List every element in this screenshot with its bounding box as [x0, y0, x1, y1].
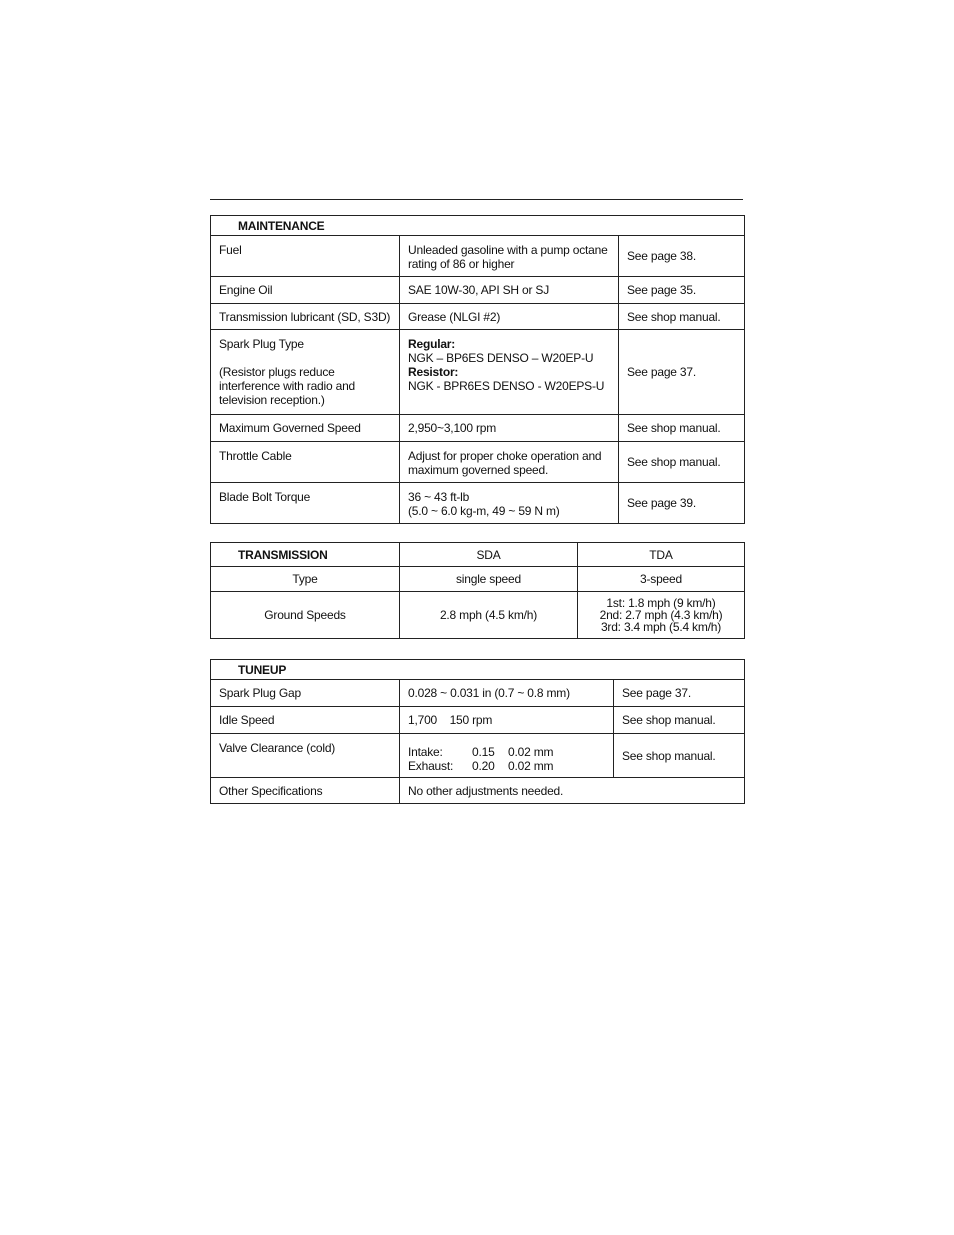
spark-plug-spec-cell	[400, 330, 619, 415]
transmission-header-row	[211, 543, 745, 567]
maintenance-title: MAINTENANCE	[211, 216, 745, 236]
table-row	[211, 778, 745, 804]
row-label: Fuel	[211, 236, 400, 277]
row-label: Engine Oil	[211, 277, 400, 304]
ground-speeds-tda-cell	[578, 592, 745, 639]
transmission-table	[210, 542, 745, 639]
row-ref: See shop manual.	[614, 707, 745, 734]
row-label: Valve Clearance (cold)	[211, 734, 400, 778]
row-label: Other Specifications	[211, 778, 400, 804]
row-label: Spark Plug Gap	[211, 680, 400, 707]
row-label: Idle Speed	[211, 707, 400, 734]
regular-spec: NGK – BP6ES DENSO – W20EP-U	[408, 351, 594, 365]
type-label: Type	[211, 567, 400, 592]
tuneup-table	[210, 659, 745, 804]
table-row	[211, 304, 745, 330]
row-spec-line2: (5.0 ~ 6.0 kg-m, 49 ~ 59 N m)	[408, 504, 560, 518]
row-ref: See shop manual.	[619, 304, 745, 330]
table-row	[211, 236, 745, 277]
type-sda: single speed	[400, 567, 578, 592]
speed-3rd: 3rd: 3.4 mph (5.4 km/h)	[600, 620, 722, 634]
maintenance-table	[210, 215, 745, 524]
exhaust-value: 0.20	[472, 758, 495, 773]
row-ref: See page 37.	[619, 330, 745, 415]
row-spec: Unleaded gasoline with a pump octane rating of 86 or higher	[400, 236, 619, 277]
transmission-title: TRANSMISSION	[211, 543, 400, 567]
table-row	[211, 277, 745, 304]
speed-2nd: 2nd: 2.7 mph (4.3 km/h)	[599, 608, 723, 622]
row-ref: See shop manual.	[619, 415, 745, 442]
regular-label: Regular:	[408, 337, 456, 351]
exhaust-label: Exhaust:	[408, 758, 454, 773]
blade-bolt-spec-cell	[400, 483, 619, 524]
top-rule	[210, 199, 743, 200]
row-spec: Grease (NLGI #2)	[400, 304, 619, 330]
ground-speeds-label: Ground Speeds	[211, 592, 400, 639]
spark-plug-note: (Resistor plugs reduce interference with radio and television reception.)	[219, 365, 356, 407]
table-row	[211, 330, 745, 415]
row-label: Maximum Governed Speed	[211, 415, 400, 442]
row-spec: SAE 10W-30, API SH or SJ	[400, 277, 619, 304]
row-label: Throttle Cable	[211, 442, 400, 483]
resistor-spec: NGK - BPR6ES DENSO - W20EPS-U	[408, 379, 605, 393]
row-label: Spark Plug Type	[219, 337, 304, 351]
row-ref: See page 35.	[619, 277, 745, 304]
row-spec: 1,700 150 rpm	[400, 707, 614, 734]
row-ref: See page 37.	[614, 680, 745, 707]
tuneup-header-row	[211, 660, 745, 680]
speed-1st: 1st: 1.8 mph (9 km/h)	[606, 596, 716, 610]
row-spec: Adjust for proper choke operation and maximum governed speed.	[400, 442, 619, 483]
tuneup-title: TUNEUP	[211, 660, 745, 680]
row-spec: 2,950~3,100 rpm	[400, 415, 619, 442]
row-spec: No other adjustments needed.	[400, 778, 745, 804]
row-spec: 0.028 ~ 0.031 in (0.7 ~ 0.8 mm)	[400, 680, 614, 707]
table-row	[211, 734, 745, 778]
intake-tolerance: 0.02 mm	[508, 744, 554, 759]
valve-clearance-spec-cell	[400, 734, 614, 778]
table-row	[211, 442, 745, 483]
exhaust-tolerance: 0.02 mm	[508, 758, 554, 773]
intake-label: Intake:	[408, 744, 443, 759]
row-label: Transmission lubricant (SD, S3D)	[211, 304, 400, 330]
row-ref: See page 38.	[619, 236, 745, 277]
table-row	[211, 483, 745, 524]
row-spec-line1: 36 ~ 43 ft-lb	[408, 490, 470, 504]
row-ref: See shop manual.	[619, 442, 745, 483]
type-tda: 3-speed	[578, 567, 745, 592]
table-row	[211, 592, 745, 639]
column-header-tda: TDA	[578, 543, 745, 567]
intake-value: 0.15	[472, 744, 495, 759]
table-row	[211, 707, 745, 734]
table-row	[211, 415, 745, 442]
resistor-label: Resistor:	[408, 365, 459, 379]
table-row	[211, 680, 745, 707]
maintenance-header-row	[211, 216, 745, 236]
spark-plug-type-cell	[211, 330, 400, 415]
ground-speeds-sda: 2.8 mph (4.5 km/h)	[400, 592, 578, 639]
table-row	[211, 567, 745, 592]
column-header-sda: SDA	[400, 543, 578, 567]
row-ref: See shop manual.	[614, 734, 745, 778]
row-label: Blade Bolt Torque	[211, 483, 400, 524]
row-ref: See page 39.	[619, 483, 745, 524]
